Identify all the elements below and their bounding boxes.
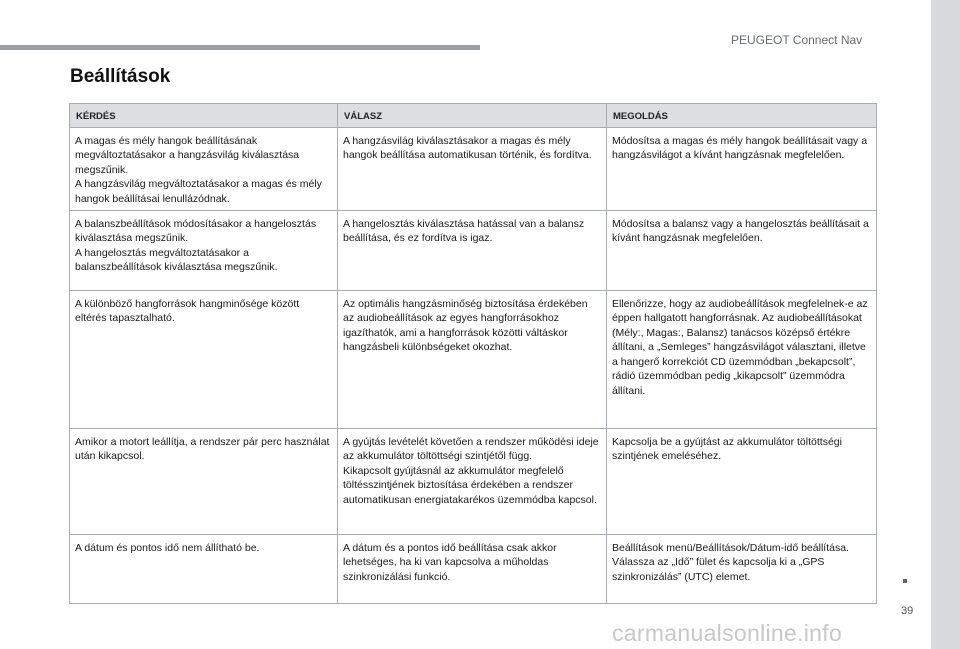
column-header-question: KÉRDÉS <box>70 104 338 128</box>
header-brand: PEUGEOT Connect Nav <box>731 33 863 47</box>
answer-cell <box>338 429 607 535</box>
answer-text: A hangzásvilág kiválasztásakor a magas és mély hangok beállítása automatikusan történik, és fordítva. <box>343 135 592 162</box>
solution-cell <box>607 429 877 535</box>
answer-text: A hangelosztás kiválasztása hatással van a balansz beállítása, és ez fordítva is igaz. <box>343 218 585 245</box>
table-row <box>70 429 877 535</box>
question-cell <box>70 291 338 429</box>
solution-text: Módosítsa a magas és mély hangok beállításait vagy a hangzásvilágot a kívánt hangzásnak megfelelően. <box>612 135 868 162</box>
solution-cell <box>607 291 877 429</box>
answer-text: A dátum és a pontos idő beállítása csak akkor lehetséges, ha ki van kapcsolva a műholdas szinkronizálási funkció. <box>343 542 557 583</box>
question-cell <box>70 535 338 604</box>
troubleshooting-table <box>69 103 877 604</box>
column-header-solution: MEGOLDÁS <box>607 104 877 128</box>
table-row <box>70 535 877 604</box>
solution-cell <box>607 211 877 291</box>
column-header-answer: VÁLASZ <box>338 104 607 128</box>
watermark: carmanualsonline.info <box>612 620 843 646</box>
answer-text: Az optimális hangzásminőség biztosítása érdekében az audiobeállítások az egyes hangforrásokhoz igazíthatók, ami a hangforrások közötti váltáskor hangzásbeli különbségeket okozhat. <box>343 298 588 354</box>
answer-cell <box>338 291 607 429</box>
page-number: 39 <box>901 605 914 617</box>
solution-text: Beállítások menü/Beállítások/Dátum-idő beállítása. Válassza az „Idő” fület és kapcsolja ki a „GPS szinkronizálás” (UTC) elemet. <box>612 542 849 583</box>
answer-cell <box>338 535 607 604</box>
question-text: A különböző hangforrások hangminősége között eltérés tapasztalható. <box>75 298 300 325</box>
question-cell <box>70 429 338 535</box>
solution-cell <box>607 128 877 211</box>
question-cell <box>70 128 338 211</box>
table-row <box>70 128 877 211</box>
table-header-row <box>70 104 877 128</box>
solution-text: Módosítsa a balansz vagy a hangelosztás beállításait a kívánt hangzásnak megfelelően. <box>612 218 869 245</box>
question-text: A magas és mély hangok beállításának megváltoztatásakor a hangzásvilág kiválasztása megszűnik. A hangzásvilág megváltoztatásakor a magas és mély hangok beállításai lenullázódnak. <box>75 135 322 205</box>
table-row <box>70 291 877 429</box>
solution-text: Kapcsolja be a gyújtást az akkumulátor töltöttségi szintjének emeléséhez. <box>612 436 842 463</box>
page-marker <box>903 579 907 583</box>
answer-cell <box>338 128 607 211</box>
question-text: A balanszbeállítások módosításakor a hangelosztás kiválasztása megszűnik. A hangelosztás megváltoztatásakor a balanszbeállítások kiválasztása megszűnik. <box>75 218 317 274</box>
answer-text: A gyújtás levételét követően a rendszer működési ideje az akkumulátor töltöttségi szintjétől függ. Kikapcsolt gyújtásnál az akkumulátor megfelelő töltésszintjének biztosítása érdekében a rendszer automatikusan energiatakarékos üzemmódba kapcsol. <box>343 436 599 506</box>
page-title: Beállítások <box>70 66 171 87</box>
question-text: A dátum és pontos idő nem állítható be. <box>75 542 260 554</box>
solution-text: Ellenőrizze, hogy az audiobeállítások megfelelnek-e az éppen hallgatott hangforrásnak. Az audiobeállításokat (Mély:, Magas:, Balansz) tanácsos középső értékre állítani, a „Semleges” hangzásvilágot választani, illetve a hangerő korrekciót CD üzemmódban „bekapcsolt”, rádió üzemmódban pedig „kikapcsolt” üzemmódra állítani. <box>612 298 868 397</box>
answer-cell <box>338 211 607 291</box>
table-row <box>70 211 877 291</box>
solution-cell <box>607 535 877 604</box>
question-cell <box>70 211 338 291</box>
side-strip <box>931 0 960 649</box>
header-rule <box>0 45 480 50</box>
question-text: Amikor a motort leállítja, a rendszer pár perc használat után kikapcsol. <box>75 436 330 463</box>
